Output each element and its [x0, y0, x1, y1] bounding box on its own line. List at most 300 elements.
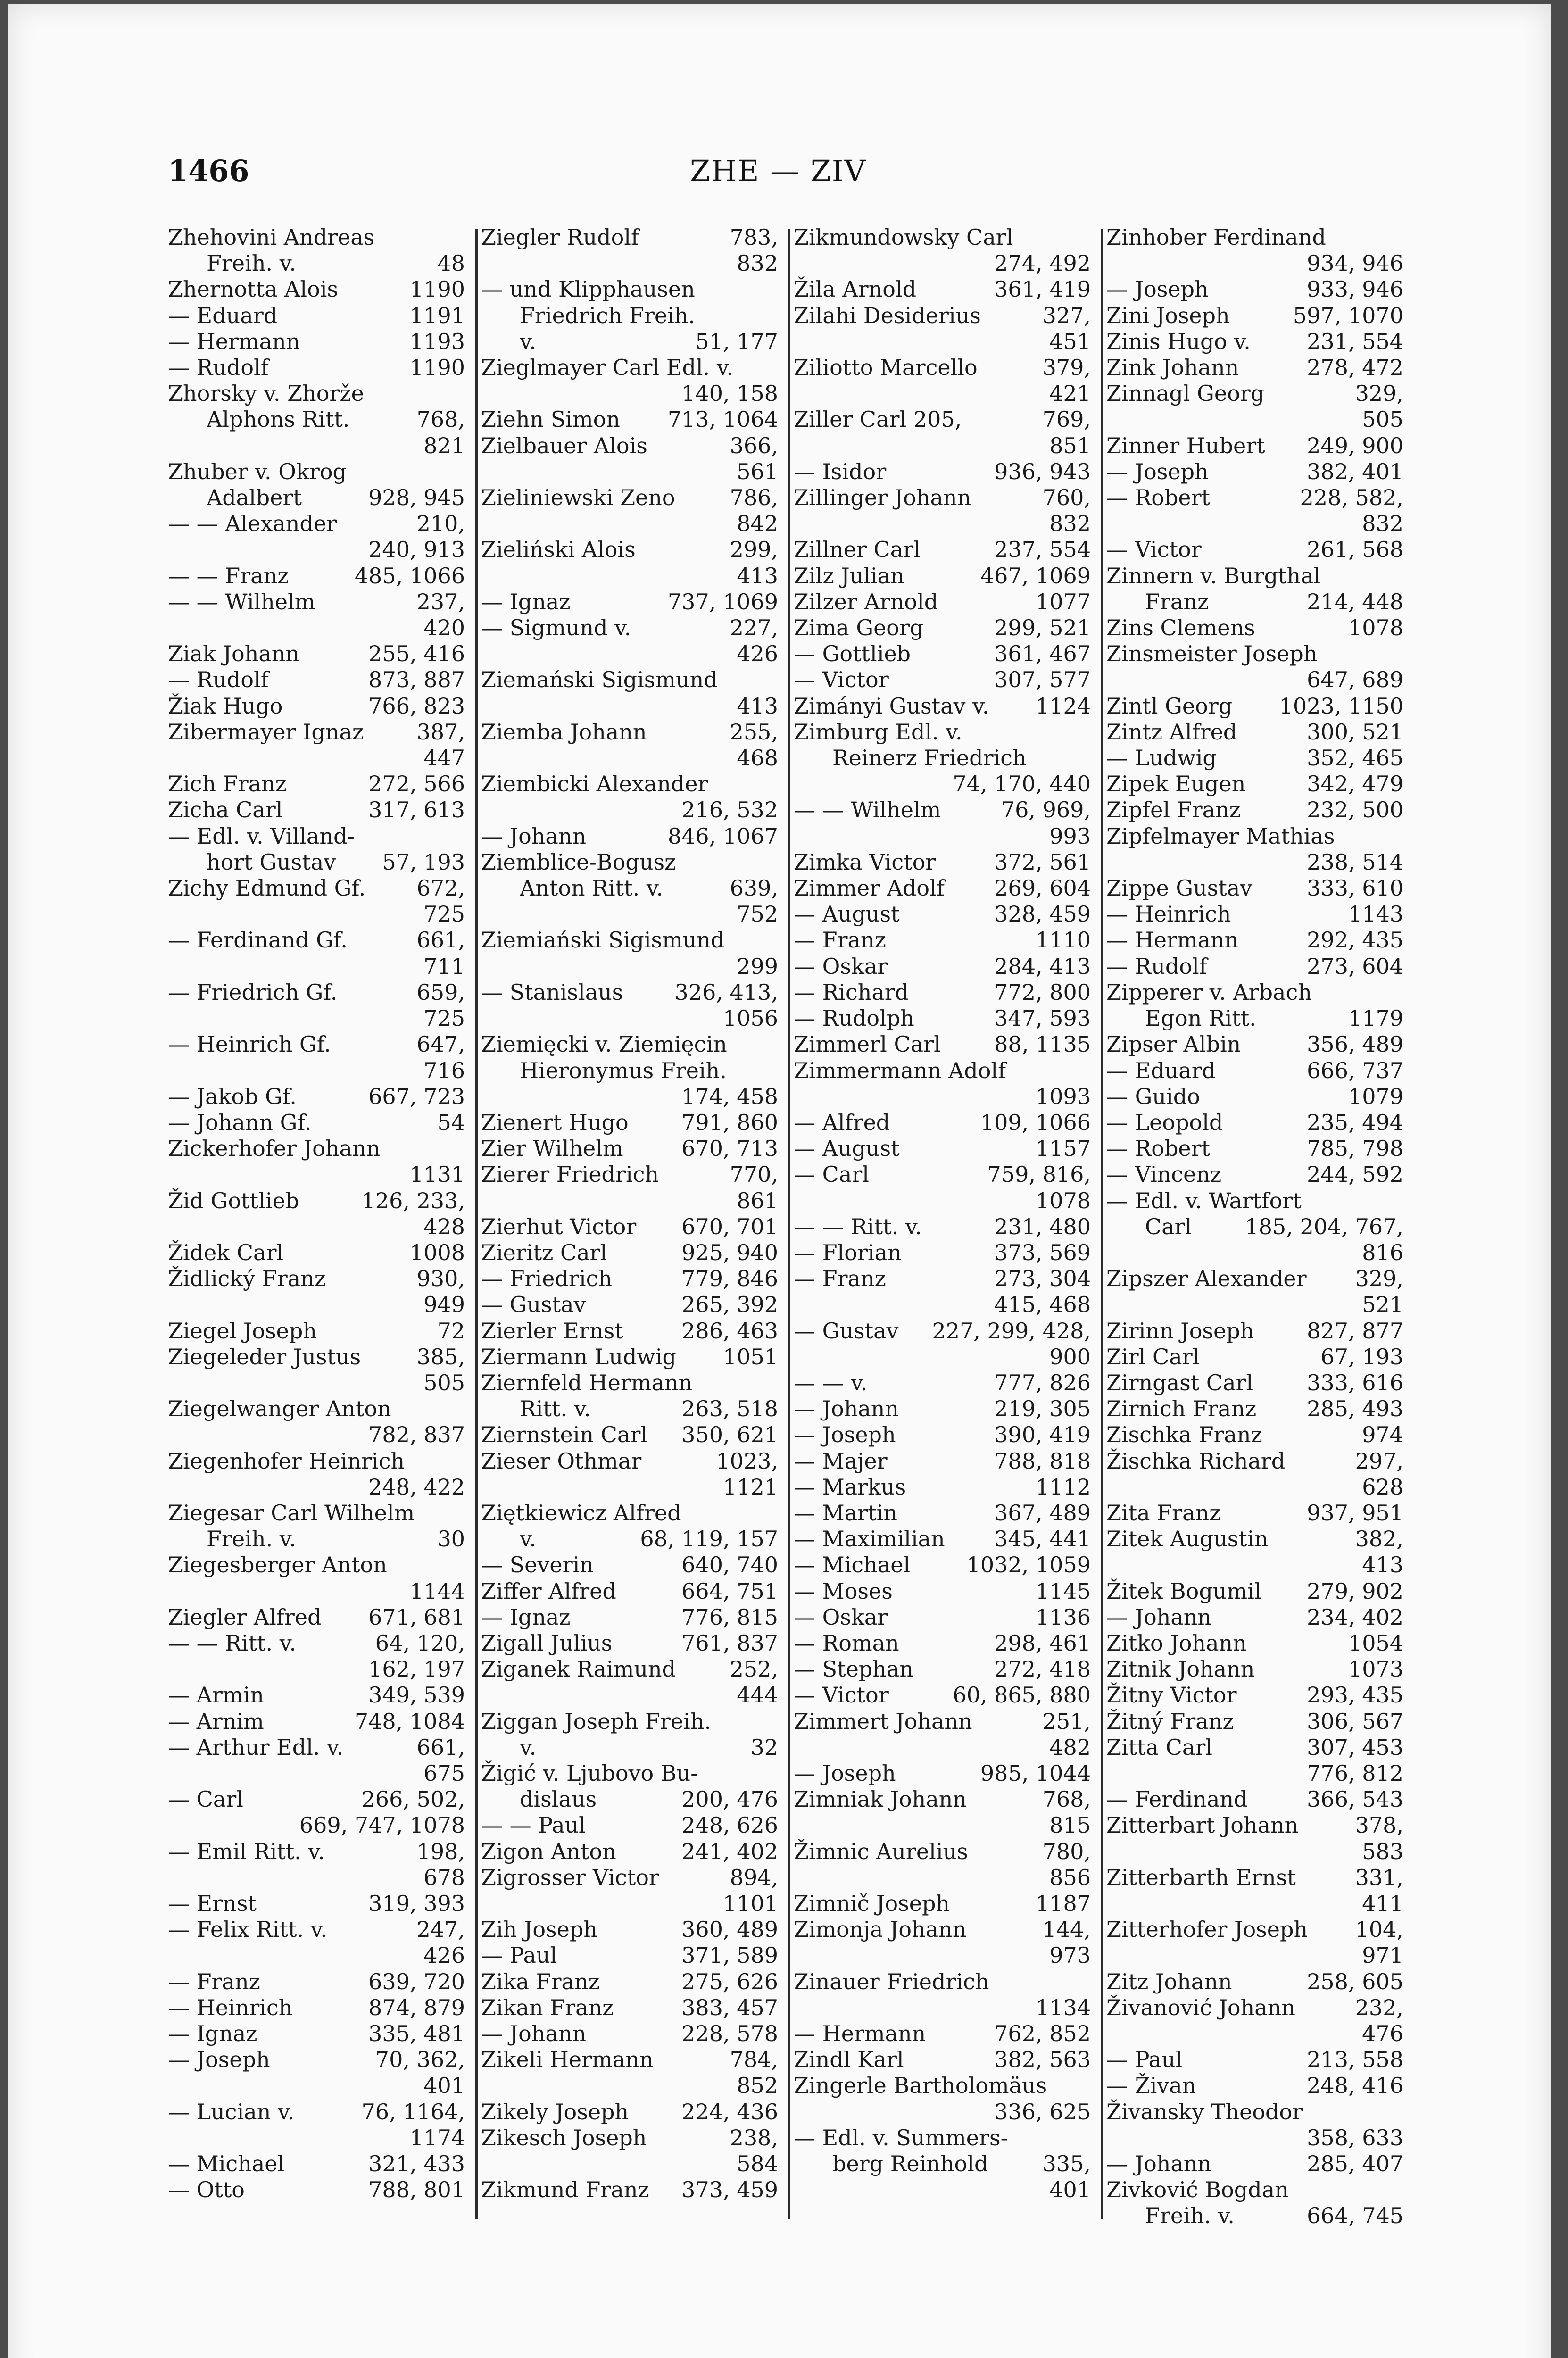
entry-name: Ziegel Joseph: [168, 1318, 317, 1344]
entry-line: [481, 1422, 778, 1448]
page-refs: 248, 422: [368, 1474, 465, 1500]
entry-line: [794, 667, 1091, 693]
index-entry: [481, 1500, 778, 1552]
entry-line: [168, 1396, 465, 1422]
index-entry: [168, 693, 465, 719]
entry-line: [168, 1917, 465, 1943]
page-refs: 678: [423, 1864, 465, 1890]
entry-name: Zimniak Johann: [794, 1786, 967, 1812]
page-refs: 293, 435: [1307, 1682, 1403, 1708]
entry-line: [481, 875, 778, 901]
entry-line: [794, 1058, 1091, 1084]
page-refs: 76, 1164,: [361, 2099, 465, 2125]
entry-line: [794, 1448, 1091, 1474]
index-entry: [481, 1162, 778, 1213]
index-entry: [168, 1709, 465, 1735]
page-refs: 383, 457: [681, 1994, 778, 2020]
entry-name: — Isidor: [794, 458, 887, 484]
entry-name: Ziernfeld Hermann: [481, 1370, 693, 1395]
entry-line: [481, 823, 778, 849]
entry-name: — Richard: [794, 979, 909, 1005]
page-refs: 329,: [1355, 381, 1403, 407]
entry-line: [481, 980, 778, 1005]
page-refs: 109, 1066: [980, 1109, 1091, 1135]
entry-name: — Johann: [1106, 2151, 1212, 2177]
entry-name: Zipfel Franz: [1106, 797, 1241, 823]
index-entry: [481, 1917, 778, 1943]
index-entry: [794, 303, 1091, 355]
page-refs: 238,: [730, 2125, 778, 2150]
index-entry: [168, 1266, 465, 1318]
entry-name: Zickerhofer Johann: [168, 1136, 381, 1162]
page-refs: 832: [1049, 511, 1091, 537]
entry-line: [794, 693, 1091, 719]
entry-name: Živansky Theodor: [1106, 2099, 1303, 2125]
entry-name: Ziemiański Sigismund: [481, 927, 725, 953]
index-entry: [481, 1656, 778, 1708]
entry-name: — Friedrich Gf.: [168, 979, 338, 1005]
entry-line: [794, 1656, 1091, 1682]
entry-line: [794, 1760, 1091, 1786]
entry-name: — Robert: [1106, 485, 1211, 511]
index-entry: [794, 693, 1091, 719]
entry-line: [794, 1110, 1091, 1136]
entry-line: [794, 2073, 1091, 2099]
entry-line: [168, 1318, 465, 1344]
entry-name: Ziffer Alfred: [481, 1578, 616, 1604]
page-refs: 258, 605: [1307, 1968, 1403, 1994]
index-entry: [168, 2099, 465, 2151]
index-entry: [168, 1240, 465, 1266]
entry-line: [481, 1839, 778, 1865]
entry-line: [794, 1214, 1091, 1240]
index-entry: [168, 1318, 465, 1344]
entry-line: [1106, 1995, 1403, 2021]
page-refs: 1124: [1035, 693, 1091, 719]
entry-line: [1106, 1448, 1403, 1474]
index-entry: [1106, 901, 1403, 927]
entry-name: Ziegesberger Anton: [168, 1552, 387, 1578]
index-entry: [794, 1370, 1091, 1396]
page-refs: 232,: [1355, 1994, 1403, 2020]
entry-name: Zippe Gustav: [1106, 875, 1253, 901]
entry-name: Zibermayer Ignaz: [168, 719, 364, 745]
index-entry: [794, 1240, 1091, 1266]
entry-name: Žischka Richard: [1106, 1448, 1286, 1474]
page-refs: 272, 418: [994, 1656, 1091, 1682]
index-entry: [168, 1839, 465, 1891]
entry-line: [168, 407, 465, 432]
entry-line: [794, 1500, 1091, 1526]
entry-name: Ziak Johann: [168, 641, 300, 667]
index-entry: [168, 2021, 465, 2047]
page-refs: 126, 233,: [361, 1187, 465, 1213]
entry-name: Zimmert Johann: [794, 1708, 972, 1734]
index-entry: [168, 1552, 465, 1604]
entry-line: [794, 745, 1091, 771]
index-entry: [481, 1240, 778, 1266]
entry-line: [794, 224, 1091, 250]
index-entry: [794, 1656, 1091, 1682]
entry-line: [1106, 1005, 1403, 1031]
index-entry: [481, 1448, 778, 1500]
entry-line: [1106, 381, 1403, 407]
page-refs: 347, 593: [994, 1005, 1091, 1031]
entry-line: [168, 1031, 465, 1057]
entry-name: Žimnic Aurelius: [794, 1838, 968, 1864]
entry-line: [168, 1604, 465, 1630]
page-refs: 584: [737, 2151, 778, 2177]
page-refs: 1143: [1348, 901, 1403, 927]
index-entry: [481, 355, 778, 407]
entry-name: — Joseph: [168, 2047, 270, 2073]
entry-name: — Joseph: [794, 1422, 896, 1448]
index-entry: [1106, 1162, 1403, 1187]
entry-name: Zih Joseph: [481, 1917, 597, 1943]
entry-line: [1106, 1266, 1403, 1292]
page-refs: 274, 492: [994, 250, 1091, 276]
entry-line: [794, 980, 1091, 1005]
entry-line: [168, 1188, 465, 1214]
entry-name: — Roman: [794, 1630, 899, 1656]
index-entry: [794, 563, 1091, 589]
entry-line: [481, 1318, 778, 1344]
entry-name: — Rudolph: [794, 1005, 914, 1031]
index-entry: [794, 1005, 1091, 1031]
page-refs: 1051: [722, 1344, 778, 1370]
entry-name: Zipperer v. Arbach: [1106, 979, 1312, 1005]
page-refs: 335,: [1042, 2151, 1091, 2177]
page-refs: 263, 518: [681, 1396, 778, 1422]
entry-line: [1106, 1344, 1403, 1370]
entry-line: [1106, 641, 1403, 667]
entry-name: — Lucian v.: [168, 2099, 295, 2125]
entry-line: [1106, 1188, 1403, 1214]
entry-line: [794, 1709, 1091, 1735]
index-entry: [481, 433, 778, 485]
index-entry: [794, 1578, 1091, 1604]
page-refs: 300, 521: [1307, 719, 1403, 745]
entry-line: [794, 615, 1091, 641]
entry-name: — Johann: [1106, 1604, 1212, 1630]
page-refs: 768,: [416, 407, 465, 432]
page-refs: 285, 407: [1307, 2151, 1403, 2177]
entry-name: Žid Gottlieb: [168, 1187, 299, 1213]
index-entry: [481, 1552, 778, 1578]
page-refs: 647,: [416, 1031, 465, 1057]
page-refs: 846, 1067: [667, 823, 778, 849]
entry-name: — Victor: [794, 667, 889, 693]
page-refs: 51, 177: [695, 328, 778, 354]
page-refs: 68, 119, 157: [640, 1526, 778, 1552]
entry-name: — — Paul: [481, 1812, 586, 1838]
entry-line: [481, 1630, 778, 1656]
entry-name: Freih. v.: [207, 1526, 296, 1552]
entry-line: [481, 1969, 778, 1995]
entry-name: Zillner Carl: [794, 537, 921, 563]
entry-name: Zingerle Bartholomäus: [794, 2073, 1047, 2099]
entry-line: [481, 537, 778, 563]
entry-name: Zipszer Alexander: [1106, 1266, 1307, 1292]
page-refs: 784,: [730, 2047, 778, 2073]
entry-name: — Hermann: [1106, 927, 1239, 953]
entry-line: [1106, 954, 1403, 980]
entry-line: [794, 2125, 1091, 2151]
index-entry: [1106, 1084, 1403, 1110]
index-entry: [481, 1266, 778, 1292]
index-entry: [1106, 693, 1403, 719]
entry-line: [1106, 1682, 1403, 1708]
index-entry: [794, 224, 1091, 276]
index-entry: [1106, 459, 1403, 485]
page-refs: 788, 818: [994, 1448, 1091, 1474]
page-refs: 335, 481: [368, 2021, 465, 2047]
index-entry: [168, 1917, 465, 1968]
page-refs: 227, 299, 428,: [932, 1318, 1091, 1344]
entry-name: Zimnič Joseph: [794, 1891, 950, 1916]
index-entry: [481, 2021, 778, 2047]
index-entry: [1106, 823, 1403, 875]
entry-name: — Markus: [794, 1474, 906, 1500]
page-refs: 716: [423, 1057, 465, 1083]
entry-line: [168, 589, 465, 615]
page-refs: 856: [1049, 1864, 1091, 1890]
page-refs: 661,: [416, 927, 465, 953]
entry-line: [1106, 1058, 1403, 1084]
page-refs: 373, 569: [994, 1239, 1091, 1265]
entry-name: Ziehn Simon: [481, 407, 620, 432]
page-refs: 1179: [1348, 1005, 1403, 1031]
page-refs: 786,: [730, 485, 778, 511]
index-entry: [481, 1943, 778, 1968]
index-entry: [481, 1604, 778, 1630]
page-refs: 821: [423, 432, 465, 458]
page-refs: 766, 823: [368, 693, 465, 719]
entry-name: Ziemański Sigismund: [481, 667, 718, 693]
entry-name: — Rudolf: [1106, 953, 1207, 979]
entry-line: [794, 1917, 1091, 1943]
entry-line: [1106, 329, 1403, 355]
page-refs: 298, 461: [994, 1630, 1091, 1656]
page-refs: 228, 582,: [1300, 485, 1403, 511]
index-entry: [168, 1448, 465, 1500]
page-refs: 1190: [409, 355, 465, 381]
entry-name: — Eduard: [1106, 1057, 1216, 1083]
entry-line: [1106, 1084, 1403, 1110]
entry-name: — Rudolf: [168, 667, 269, 693]
index-entry: [481, 1110, 778, 1136]
page-refs: 329,: [1355, 1266, 1403, 1292]
page-refs: 224, 436: [681, 2099, 778, 2125]
page-refs: 894,: [730, 1864, 778, 1890]
entry-name: — Eduard: [168, 302, 278, 328]
entry-line: [481, 1031, 778, 1057]
index-entry: [794, 1969, 1091, 2021]
entry-name: — Severin: [481, 1552, 594, 1578]
page-refs: 861: [737, 1187, 778, 1213]
entry-line: [1106, 2073, 1403, 2099]
entry-line: [481, 1812, 778, 1838]
entry-line: [481, 1578, 778, 1604]
index-entry: [794, 1058, 1091, 1110]
page-refs: 476: [1362, 2021, 1403, 2047]
index-entry: [1106, 1995, 1403, 2047]
index-entry: [1106, 875, 1403, 901]
index-entry: [481, 1214, 778, 1240]
page-refs: 827, 877: [1307, 1318, 1403, 1344]
entry-line: [1106, 1786, 1403, 1812]
index-entry: [1106, 563, 1403, 615]
page-refs: 852: [737, 2073, 778, 2099]
entry-name: — Johann: [794, 1396, 899, 1422]
entry-name: Zitterhofer Joseph: [1106, 1917, 1308, 1943]
entry-name: — Victor: [794, 1682, 889, 1708]
entry-line: [794, 1552, 1091, 1578]
entry-name: dislaus: [520, 1786, 597, 1812]
index-entry: [794, 1110, 1091, 1136]
entry-line: [794, 1578, 1091, 1604]
entry-line: [168, 2047, 465, 2073]
entry-line: [1106, 1110, 1403, 1136]
entry-name: Zima Georg: [794, 615, 924, 641]
index-entry: [1106, 1058, 1403, 1084]
entry-name: Zink Johann: [1106, 355, 1239, 381]
page-refs: 401: [1049, 2177, 1091, 2203]
entry-name: Zitek Augustin: [1106, 1526, 1269, 1552]
entry-name: Ziegeleder Justus: [168, 1344, 361, 1370]
page-refs: 772, 800: [994, 979, 1091, 1005]
page-refs: 725: [423, 1005, 465, 1031]
page-refs: 345, 441: [994, 1526, 1091, 1552]
entry-line: [794, 875, 1091, 901]
entry-name: Žitny Victor: [1106, 1682, 1237, 1708]
index-entry: [481, 276, 778, 355]
entry-line: [794, 303, 1091, 329]
page-refs: 737, 1069: [667, 589, 778, 614]
index-entry: [1106, 1526, 1403, 1578]
entry-line: [1106, 901, 1403, 927]
entry-name: — Armin: [168, 1682, 264, 1708]
entry-line: [1106, 615, 1403, 641]
index-entry: [481, 537, 778, 589]
entry-line: [168, 1500, 465, 1526]
entry-name: — — Wilhelm: [794, 797, 941, 823]
entry-line: [481, 615, 778, 641]
page-refs: 336, 625: [994, 2099, 1091, 2125]
index-entry: [794, 537, 1091, 563]
entry-line: [794, 927, 1091, 953]
page-refs: 366,: [730, 432, 778, 458]
entry-line: [794, 1422, 1091, 1448]
entry-line: [481, 2177, 778, 2203]
entry-line: [168, 2177, 465, 2203]
entry-name: Ritt. v.: [520, 1396, 591, 1422]
index-entry: [168, 1891, 465, 1917]
index-entry: [481, 1630, 778, 1656]
page-refs: 48: [437, 250, 465, 276]
entry-name: Zita Franz: [1106, 1500, 1221, 1526]
page-refs: 333, 616: [1307, 1370, 1403, 1395]
page-refs: 971: [1362, 1943, 1403, 1968]
page-refs: 411: [1362, 1891, 1403, 1916]
entry-name: Zins Clemens: [1106, 615, 1255, 641]
entry-name: Zikan Franz: [481, 1994, 614, 2020]
index-entry: [168, 1136, 465, 1187]
page-refs: 1078: [1348, 615, 1403, 641]
index-entry: [1106, 1786, 1403, 1812]
page-refs: 317, 613: [368, 797, 465, 823]
entry-name: Zicha Carl: [168, 797, 283, 823]
page-refs: 776, 815: [681, 1604, 778, 1630]
entry-line: [168, 1084, 465, 1110]
page-refs: 713, 1064: [667, 407, 778, 432]
entry-line: [794, 1839, 1091, 1865]
page-refs: 387,: [416, 719, 465, 745]
entry-name: — Joseph: [1106, 276, 1209, 302]
page-refs: 669, 747, 1078: [299, 1812, 465, 1838]
entry-name: Zinhober Ferdinand: [1106, 224, 1326, 250]
page-refs: 505: [423, 1370, 465, 1395]
entry-line: [481, 1709, 778, 1735]
page-refs: 816: [1362, 1239, 1403, 1265]
page-refs: 933, 946: [1307, 276, 1403, 302]
page-refs: 361, 419: [994, 276, 1091, 302]
page-refs: 241, 402: [681, 1838, 778, 1864]
index-entry: [1106, 224, 1403, 276]
index-entry: [168, 1604, 465, 1630]
index-entry: [1106, 1630, 1403, 1656]
index-entry: [168, 771, 465, 797]
entry-name: Ziembicki Alexander: [481, 771, 708, 797]
index-entry: [168, 1995, 465, 2021]
index-entry: [481, 2099, 778, 2125]
entry-line: [481, 1995, 778, 2021]
entry-line: [1106, 2177, 1403, 2203]
entry-name: — Franz: [168, 1968, 260, 1994]
index-entry: [168, 927, 465, 979]
page-refs: 780,: [1042, 1838, 1091, 1864]
entry-line: [481, 303, 778, 329]
entry-name: — Gustav: [481, 1292, 586, 1318]
index-entry: [1106, 2073, 1403, 2099]
index-entry: [794, 1396, 1091, 1422]
entry-name: — Robert: [1106, 1136, 1211, 1162]
entry-name: — Guido: [1106, 1083, 1200, 1109]
entry-name: — Ferdinand Gf.: [168, 927, 348, 953]
entry-name: Žila Arnold: [794, 276, 917, 302]
index-entry: [481, 589, 778, 615]
entry-line: [481, 1604, 778, 1630]
entry-name: — Edl. v. Wartfort: [1106, 1187, 1302, 1213]
page-refs: 761, 837: [681, 1630, 778, 1656]
entry-name: Zipser Albin: [1106, 1031, 1241, 1057]
entry-line: [794, 1786, 1091, 1812]
entry-name: Žigić v. Ljubovo Bu-: [481, 1760, 698, 1786]
entry-line: [168, 250, 465, 276]
page-refs: 214, 448: [1307, 589, 1403, 614]
entry-line: [481, 1865, 778, 1891]
index-entry: [794, 1136, 1091, 1162]
entry-line: [481, 2099, 778, 2125]
entry-name: — Martin: [794, 1500, 897, 1526]
index-entry: [168, 276, 465, 302]
index-entry: [168, 511, 465, 563]
index-entry: [1106, 1136, 1403, 1162]
page-refs: 769,: [1042, 407, 1091, 432]
entry-line: [794, 1682, 1091, 1708]
index-entry: [1106, 771, 1403, 797]
entry-name: v.: [520, 328, 537, 354]
